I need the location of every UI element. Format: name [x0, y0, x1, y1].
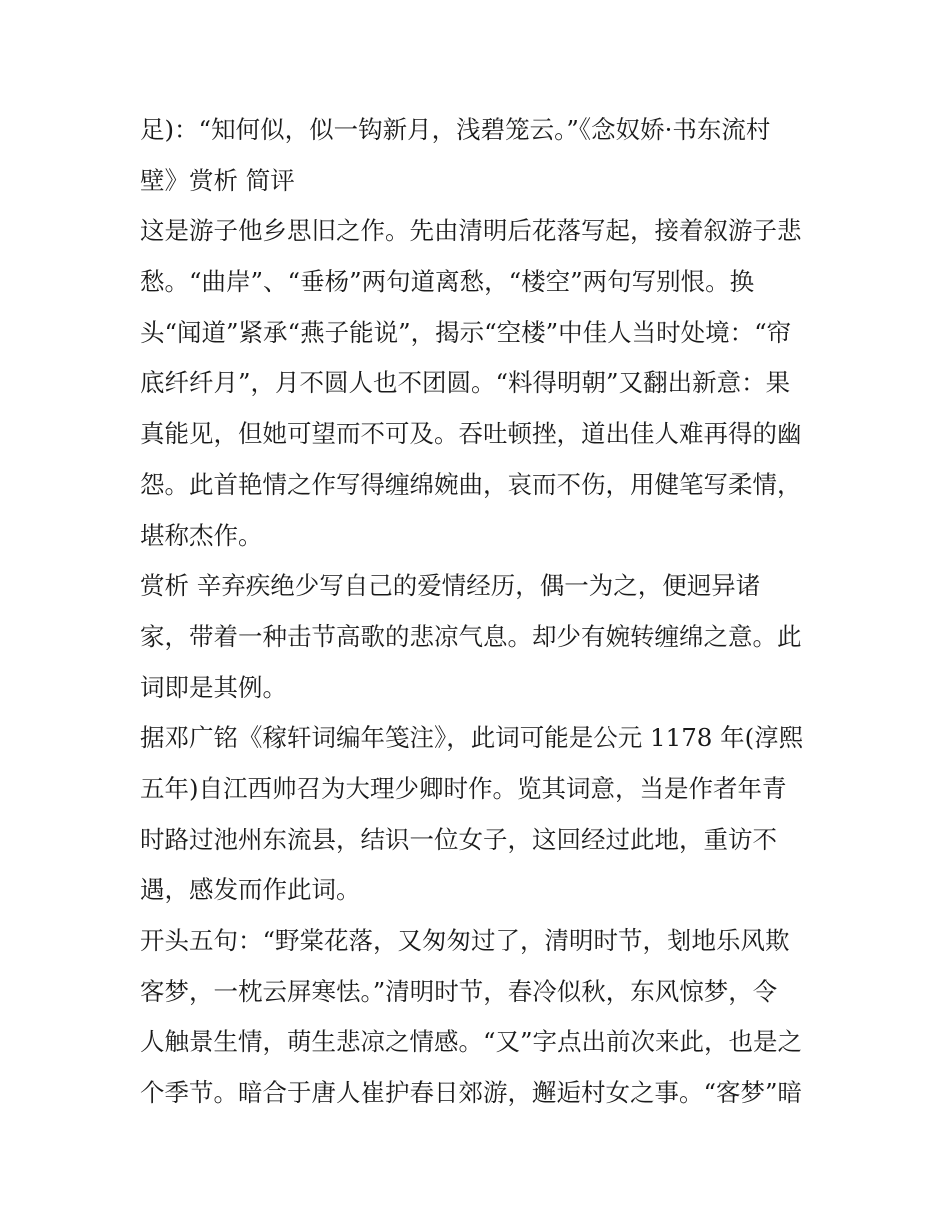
text-line: 足)：“知何似，似一钩新月，浅碧笼云。”《念奴娇·书东流村	[140, 115, 771, 144]
text-line: 家，带着一种击节高歌的悲凉气息。却少有婉转缠绵之意。此	[140, 621, 802, 651]
body-text	[140, 105, 820, 1119]
text-line: 底纤纤月”，月不圆人也不团圆。“料得明朝”又翻出新意：果	[140, 368, 791, 398]
text-line: 人触景生情，萌生悲凉之情感。“又”字点出前次来此，也是之	[140, 1027, 803, 1057]
text-line: 个季节。暗合于唐人崔护春日郊游，邂逅村女之事。“客梦”暗	[140, 1078, 803, 1108]
text-line: 词即是其例。	[140, 672, 287, 702]
text-line: 这是游子他乡思旧之作。先由清明后花落写起，接着叙游子悲	[140, 216, 802, 246]
text-line: 真能见，但她可望而不可及。吞吐顿挫，道出佳人难再得的幽	[140, 419, 802, 449]
text-line: 堪称杰作。	[140, 520, 263, 550]
text-line: 怨。此首艳情之作写得缠绵婉曲，哀而不伤，用健笔写柔情，	[140, 469, 802, 499]
text-line: 愁。“曲岸”、“垂杨”两句道离愁，“楼空”两句写别恨。换	[140, 267, 755, 297]
text-line: 赏析 辛弃疾绝少写自己的爱情经历，偶一为之，便迥异诸	[140, 571, 761, 601]
text-line: 开头五句：“野棠花落，又匆匆过了，清明时节，刬地乐风欺	[140, 926, 790, 955]
text-line: 据邓广铭《稼轩词编年笺注》，此词可能是公元 1178 年(淳熙	[140, 723, 804, 753]
text-line: 遇，感发而作此词。	[140, 875, 361, 905]
text-line: 五年)自江西帅召为大理少卿时作。览其词意，当是作者年青	[140, 773, 787, 803]
text-line: 时路过池州东流县，结识一位女子，这回经过此地，重访不	[140, 824, 777, 854]
text-line: 头“闻道”紧承“燕子能说”，揭示“空楼”中佳人当时处境：“帘	[140, 317, 792, 347]
text-line: 壁》赏析 简评	[140, 165, 295, 195]
text-line: 客梦，一枕云屏寒怯。”清明时节，春冷似秋，东风惊梦，令	[140, 976, 778, 1006]
